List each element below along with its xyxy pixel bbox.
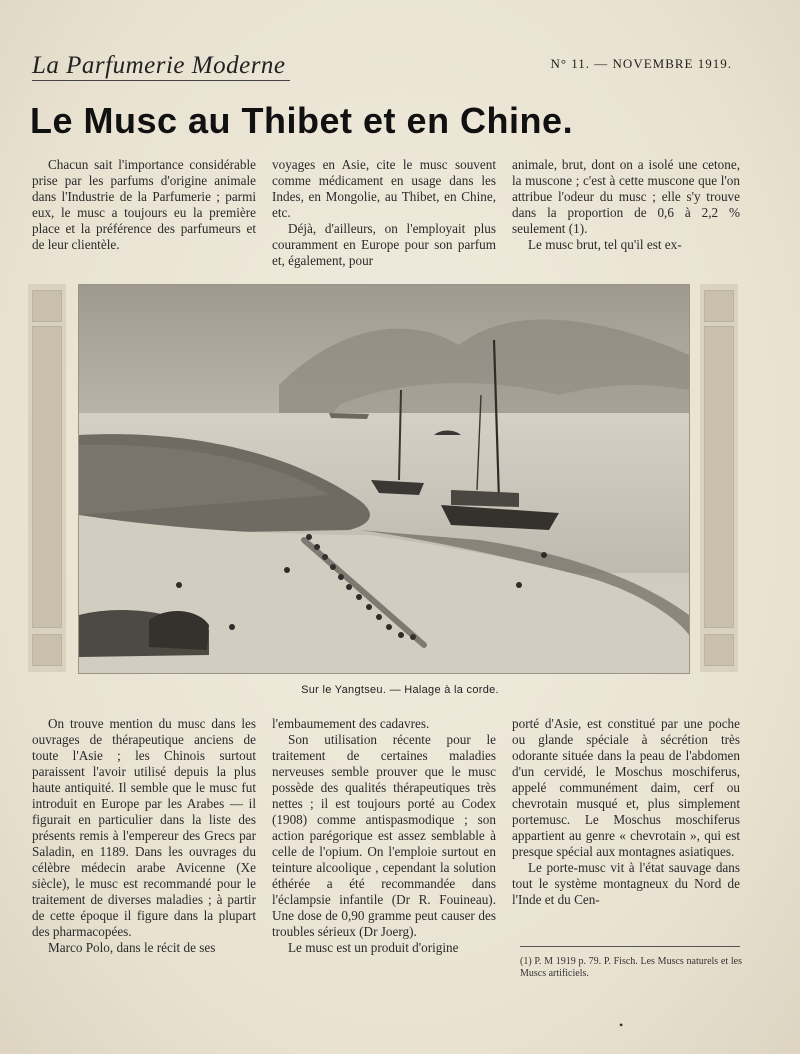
paragraph: Le musc brut, tel qu'il est ex- [528, 237, 682, 252]
bottom-column-1 [32, 716, 256, 956]
top-column-1 [32, 157, 256, 253]
top-column-3 [512, 157, 740, 253]
paragraph: voyages en Asie, cite le musc souvent comme médicament en usage dans les Indes, en Mongolie, au Thibet, en Chine, etc. [272, 157, 496, 220]
paragraph: Marco Polo, dans le récit de ses [48, 940, 216, 955]
paragraph: Son utilisation récente pour le traitement de certaines maladies nerveuses semble prouver que le musc possède des qualités thérapeutiques très nettes ; il est toujours porté au Codex (1908) comme antispasmodique ; son action parégorique est assez semblable à celle de l'opium. On l'emploie surtout en teinture alcoolique , cependant la solution éthérée a été recommandée dans l'éclampsie infantile (Dr R. Fouineau). Une dose de 0,90 gramme peut causer des troubles sérieux (Dr Joerg). [272, 732, 496, 939]
ornament-inset [32, 326, 62, 628]
paragraph: porté d'Asie, est constitué par une poche ou glande spéciale à sécrétion très odorante située dans la peau de l'abdomen d'un cervidé, le Moschus moschiferus, appelé communément daim, cerf ou chevrotain musqué et, plus simplement portemusc. Le Moschus moschiferus appartient au genre « chevrotain », qui est presque spécial aux montagnes asiatiques. [512, 716, 740, 859]
masthead-underline [32, 80, 290, 81]
ornament-inset [704, 290, 734, 322]
top-column-2 [272, 157, 496, 269]
footnote: (1) P. M 1919 p. 79. P. Fisch. Les Muscs naturels et les Muscs artificiels. [520, 956, 742, 979]
footnote-rule [520, 946, 740, 947]
bottom-column-2 [272, 716, 496, 956]
right-ornament-panel [700, 284, 738, 672]
paragraph: Le musc est un produit d'origine [288, 940, 459, 955]
paragraph: On trouve mention du musc dans les ouvrages de thérapeutique anciens de toute l'Asie ; les Chinois surtout paraissent l'avoir utilisé depuis la plus haute antiquité. Il semble que le musc fut introduit en Europe par les Arabes — il figurait en particulier dans la liste des présents remis à l'empereur des Grecs par Saladin, en 1189. Dans les ouvrages du célèbre médecin arabe Avicenne (Xe siècle), le musc est recommandé pour le traitement de diverses maladies ; à partir de cette époque il figure dans la plupart des pharmacopées. [32, 716, 256, 939]
ornament-inset [32, 290, 62, 322]
yangtze-photo [78, 284, 690, 674]
bottom-column-3 [512, 716, 740, 908]
ornament-inset [704, 634, 734, 666]
paragraph: Le porte-musc vit à l'état sauvage dans tout le système montagneux du Nord de l'Inde et du Cen- [512, 860, 740, 907]
paragraph: animale, brut, dont on a isolé une cetone, la muscone ; c'est à cette muscone que l'on attribue l'odeur du musc ; elle s'y trouve dans la proportion de 0,6 à 2,2 % seulement (1). [512, 157, 740, 236]
masthead: La Parfumerie Moderne [32, 52, 286, 79]
paragraph: Déjà, d'ailleurs, on l'employait plus couramment en Europe pour son parfum et, également, pour [272, 221, 496, 268]
printer-mark: • [619, 1018, 624, 1032]
issue-number: N° 11. — NOVEMBRE 1919. [550, 56, 732, 71]
paragraph: l'embaumement des cadavres. [272, 716, 430, 731]
ornament-inset [704, 326, 734, 628]
paragraph: Chacun sait l'importance considérable prise par les parfums d'origine animale dans l'Industrie de la Parfumerie ; parmi eux, le musc a toujours eu la première place et la préférence des parfumeurs et de leur clientèle. [32, 157, 256, 252]
photo-illustration [79, 285, 689, 673]
photo-figure [28, 284, 738, 672]
ornament-inset [32, 634, 62, 666]
photo-caption: Sur le Yangtseu. — Halage à la corde. [301, 684, 499, 696]
left-ornament-panel [28, 284, 66, 672]
article-title: Le Musc au Thibet et en Chine. [30, 100, 574, 141]
